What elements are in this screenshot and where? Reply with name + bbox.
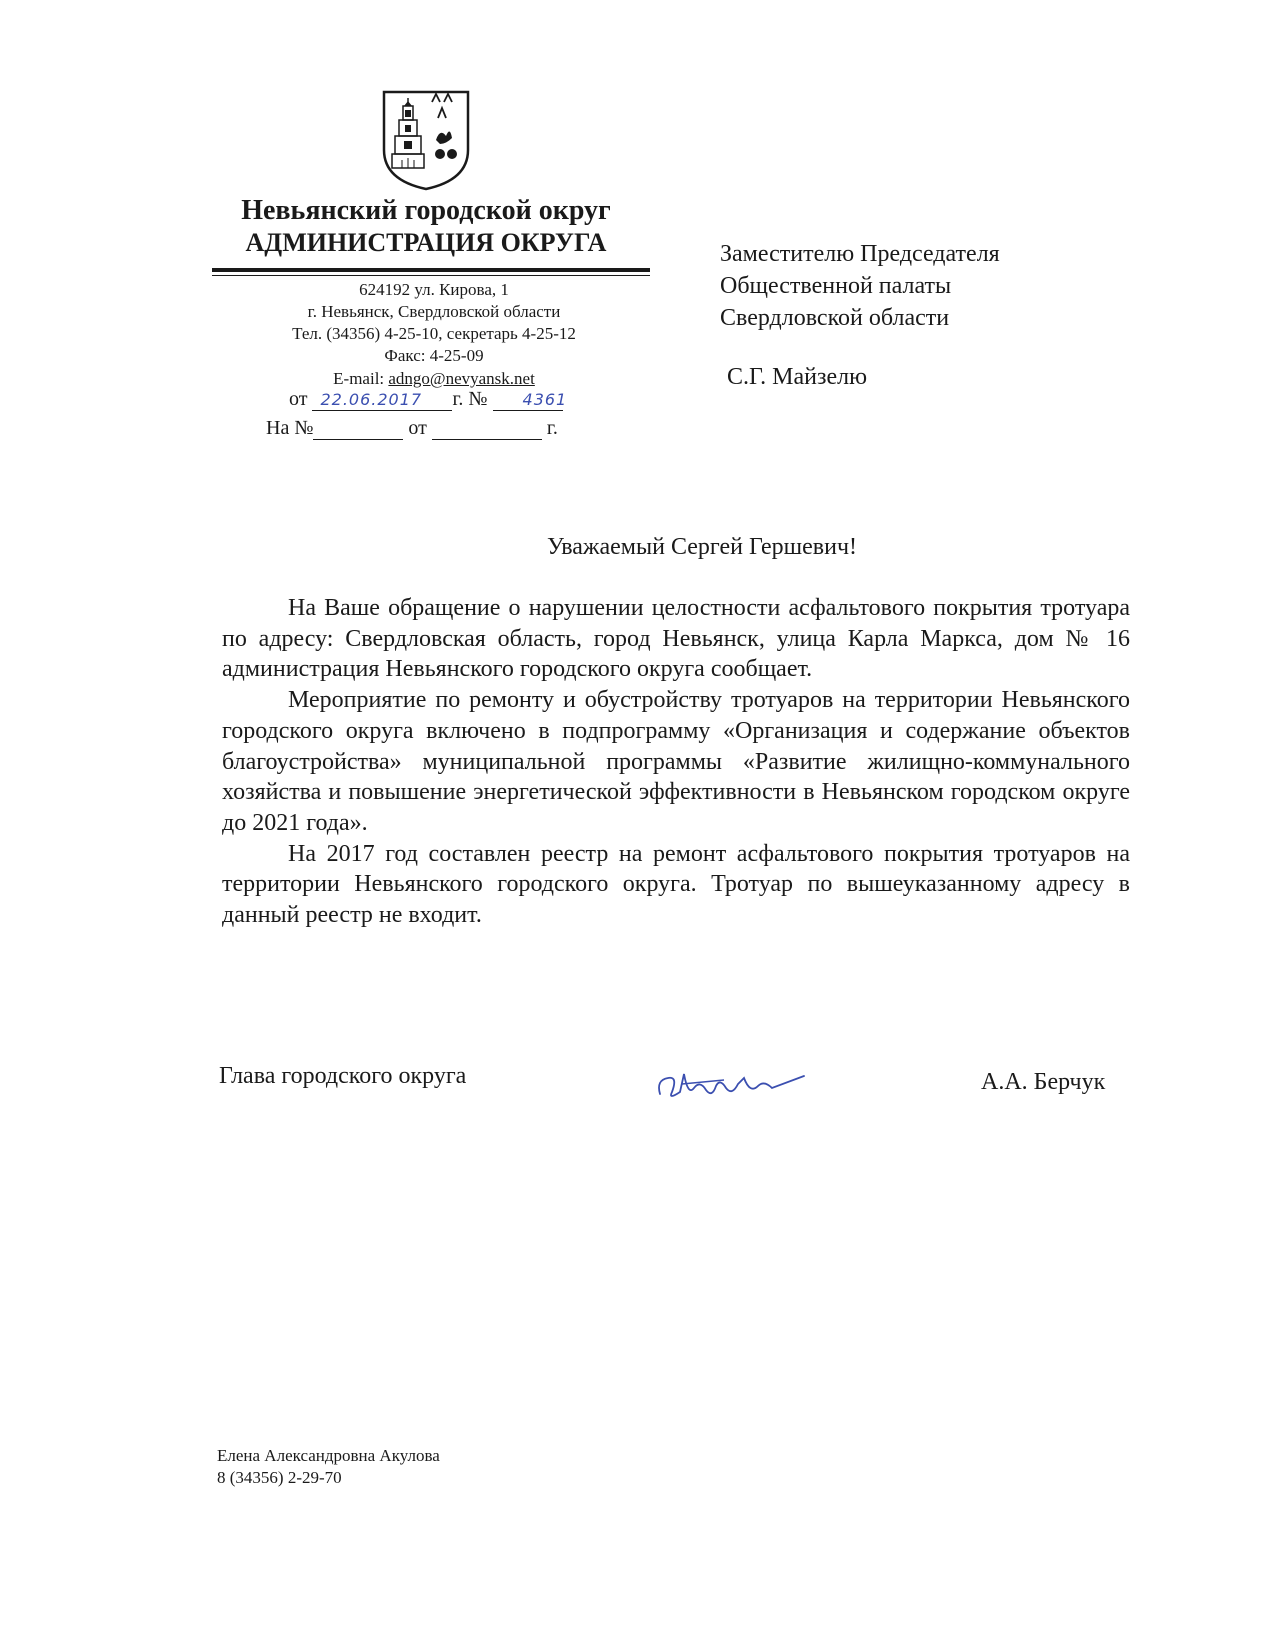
phone-line: Тел. (34356) 4-25-10, секретарь 4-25-12: [292, 324, 576, 343]
recipient-block: [720, 238, 1180, 334]
recipient-line-3: Свердловской области: [720, 305, 950, 331]
fax-line: Факс: 4-25-09: [384, 346, 484, 365]
address-line-1: 624192 ул. Кирова, 1: [359, 280, 509, 299]
reply-from-label: от: [408, 417, 427, 439]
handwritten-date: 22.06.2017: [320, 390, 423, 409]
letterhead-rule-thin: [212, 275, 650, 276]
signer-title: Глава городского округа: [219, 1063, 467, 1089]
signature-icon: [654, 1066, 814, 1106]
email-link[interactable]: adngo@nevyansk.net: [388, 369, 535, 388]
reply-reg-row: [266, 416, 558, 440]
letterhead-rule: [212, 268, 650, 272]
reply-label: На №: [266, 417, 314, 439]
paragraph-1: На Ваше обращение о нарушении целостности асфальтового покрытия тротуара по адресу: Свердловская область, город Невьянск, улица Карла Маркса, дом № 16 администрация Невьянского городского округа сообщает.: [222, 595, 1130, 683]
letter-body: [222, 593, 1130, 931]
paragraph-2: Мероприятие по ремонту и обустройству тротуаров на территории Невьянского городского округа включено в подпрограмму «Организация и содержание объектов благоустройства» муниципальной программы «Развитие жилищно-коммунального хозяйства и повышение энергетической эффективности в Невьянском городском округе до 2021 года».: [222, 687, 1130, 836]
handwritten-number: 4361: [522, 390, 568, 409]
executor-name: Елена Александровна Акулова: [217, 1446, 440, 1465]
coat-of-arms-icon: [380, 88, 472, 192]
email-line: [242, 369, 626, 389]
org-name: Невьянский городской округ: [241, 195, 611, 226]
greeting: Уважаемый Сергей Гершевич!: [546, 534, 858, 560]
address-line-2: г. Невьянск, Свердловской области: [307, 302, 561, 321]
reply-number-field: [313, 419, 403, 440]
outgoing-reg-row: [289, 387, 568, 411]
executor-phone: 8 (34356) 2-29-70: [217, 1468, 342, 1487]
recipient-line-2: Общественной палаты: [720, 273, 952, 299]
paragraph-3: На 2017 год составлен реестр на ремонт асфальтового покрытия тротуаров на территории Невьянского городского округа. Тротуар по вышеуказанному адресу в данный реестр не входит.: [222, 840, 1130, 929]
number-field: [493, 390, 568, 411]
executor-block: [217, 1445, 440, 1489]
email-label: E-mail:: [333, 369, 389, 388]
year-number-label: г. №: [452, 388, 488, 410]
date-field: [312, 390, 452, 411]
org-subtitle: АДМИНИСТРАЦИЯ ОКРУГА: [245, 228, 607, 257]
reply-date-field: [432, 419, 542, 440]
signer-name: А.А. Берчук: [981, 1069, 1106, 1095]
reply-year-label: г.: [546, 417, 558, 439]
recipient-name: С.Г. Майзелю: [727, 364, 868, 390]
from-label: от: [289, 388, 308, 410]
recipient-line-1: Заместителю Председателя: [720, 241, 1000, 267]
